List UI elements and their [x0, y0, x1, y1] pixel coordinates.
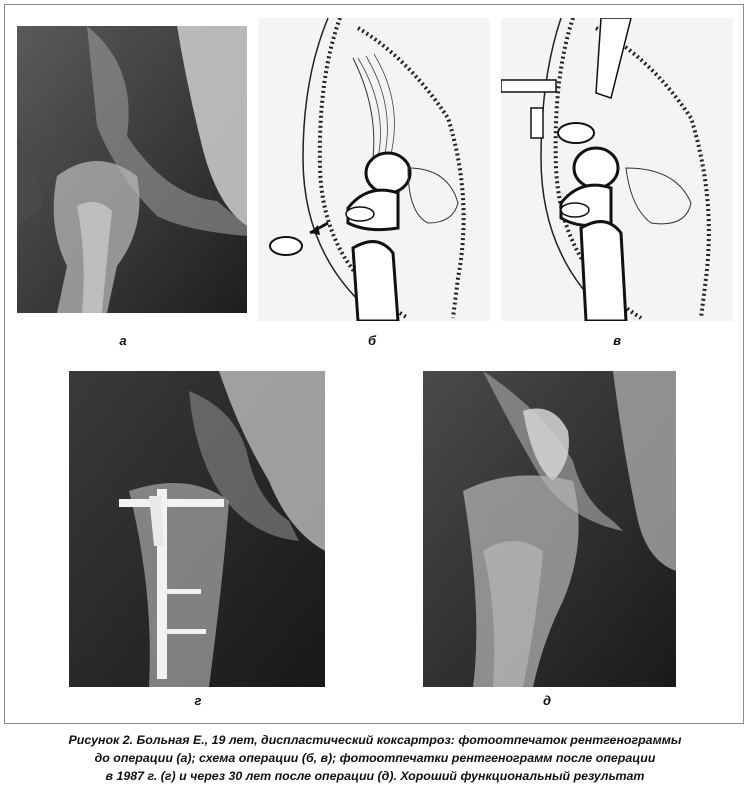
- panel-v-schematic: [501, 18, 733, 321]
- panel-g-label: г: [194, 693, 202, 708]
- panel-v-label: в: [613, 333, 621, 348]
- panel-d-radiograph: [423, 371, 676, 687]
- radiograph-g-image: [69, 371, 325, 687]
- panel-d-label: д: [542, 693, 552, 708]
- panel-g-radiograph: [69, 371, 325, 687]
- panel-b-label: б: [367, 333, 377, 348]
- caption-line-2: до операции (а); схема операции (б, в); фотоотпечатки рентгенограмм после операции: [94, 751, 656, 765]
- schematic-b-drawing: [258, 18, 490, 321]
- schematic-v-drawing: [501, 18, 733, 321]
- panel-b-schematic: [258, 18, 490, 321]
- figure-caption: [10, 731, 740, 785]
- panel-a-radiograph: [17, 26, 247, 313]
- panel-a-label: а: [119, 333, 127, 348]
- caption-line-1: Рисунок 2. Больная Е., 19 лет, диспластический коксартроз: фотоотпечаток рентгенограммы: [68, 733, 682, 747]
- radiograph-a-image: [17, 26, 247, 313]
- radiograph-d-image: [423, 371, 676, 687]
- caption-line-3: в 1987 г. (г) и через 30 лет после операции (д). Хороший функциональный результат: [105, 769, 645, 783]
